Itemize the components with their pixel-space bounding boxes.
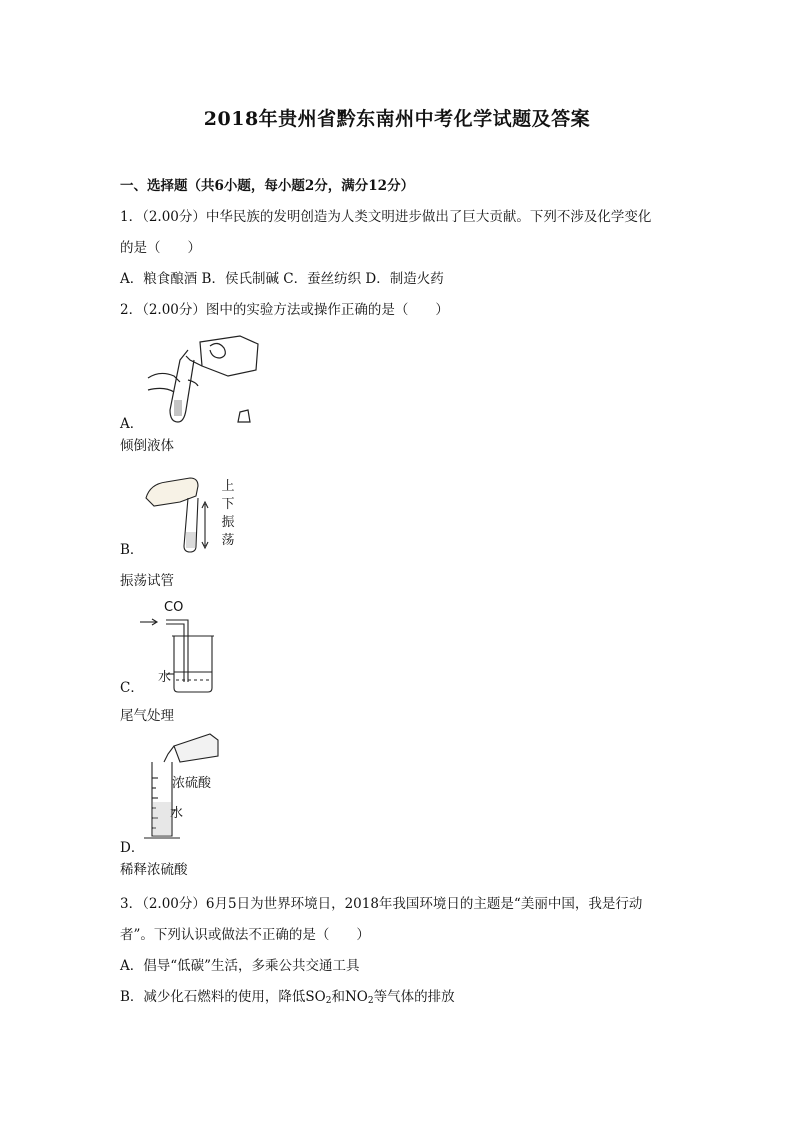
section-heading: 一、选择题（共6小题，每小题2分，满分12分） — [120, 178, 415, 194]
label-dang: 荡 — [221, 533, 235, 548]
q2-option-a-caption: 倾倒液体 — [120, 438, 174, 454]
q3-option-a: A．倡导“低碳”生活，多乘公共交通工具 — [120, 958, 360, 974]
q3-stem-line1: 3．（2.00分）6月5日为世界环境日，2018年我国环境日的主题是“美丽中国，我是行动 — [120, 896, 643, 912]
q2-option-c-caption: 尾气处理 — [120, 708, 174, 724]
q2-option-c-letter: C． — [120, 680, 144, 696]
figure-c-co-label: CO — [164, 600, 184, 615]
so2-subscript: 2 — [325, 996, 332, 1006]
q2-stem: 2．（2.00分）图中的实验方法或操作正确的是（ ） — [120, 302, 449, 318]
q2-option-a-letter: A． — [120, 416, 144, 432]
q2-option-b-letter: B． — [120, 542, 144, 558]
q3-option-b-pre: B．减少化石燃料的使用，降低SO — [120, 989, 326, 1005]
q2-option-d-letter: D． — [120, 840, 145, 856]
label-xia: 下 — [221, 497, 235, 512]
q3-option-b-post: 等气体的排放 — [373, 989, 455, 1005]
q2-option-b-caption: 振荡试管 — [120, 573, 174, 589]
figure-d-water-label: 水 — [170, 806, 184, 821]
q1-stem-line2: 的是（ ） — [120, 240, 201, 256]
figure-d-acid-label: 浓硫酸 — [172, 776, 212, 791]
page-title: 2018年贵州省黔东南州中考化学试题及答案 — [203, 108, 591, 130]
label-shang: 上 — [221, 479, 235, 494]
q1-stem-line1: 1．（2.00分）中华民族的发明创造为人类文明进步做出了巨大贡献。下列不涉及化学变化 — [120, 209, 652, 225]
q1-options: A．粮食酿酒 B．侯氏制碱 C．蚕丝纺织 D．制造火药 — [120, 271, 444, 287]
label-zhen: 振 — [221, 515, 235, 530]
q3-option-b — [120, 987, 455, 1011]
figure-b-labels — [220, 478, 236, 550]
figure-c-water-label: 水 — [158, 670, 172, 685]
q3-option-b-mid: 和NO — [331, 989, 368, 1005]
q3-stem-line2: 者”。下列认识或做法不正确的是（ ） — [120, 927, 370, 943]
figure-pouring-liquid — [140, 330, 280, 430]
q2-option-d-caption: 稀释浓硫酸 — [120, 862, 188, 878]
no2-subscript: 2 — [367, 996, 374, 1006]
figure-shaking-tube — [140, 470, 220, 556]
